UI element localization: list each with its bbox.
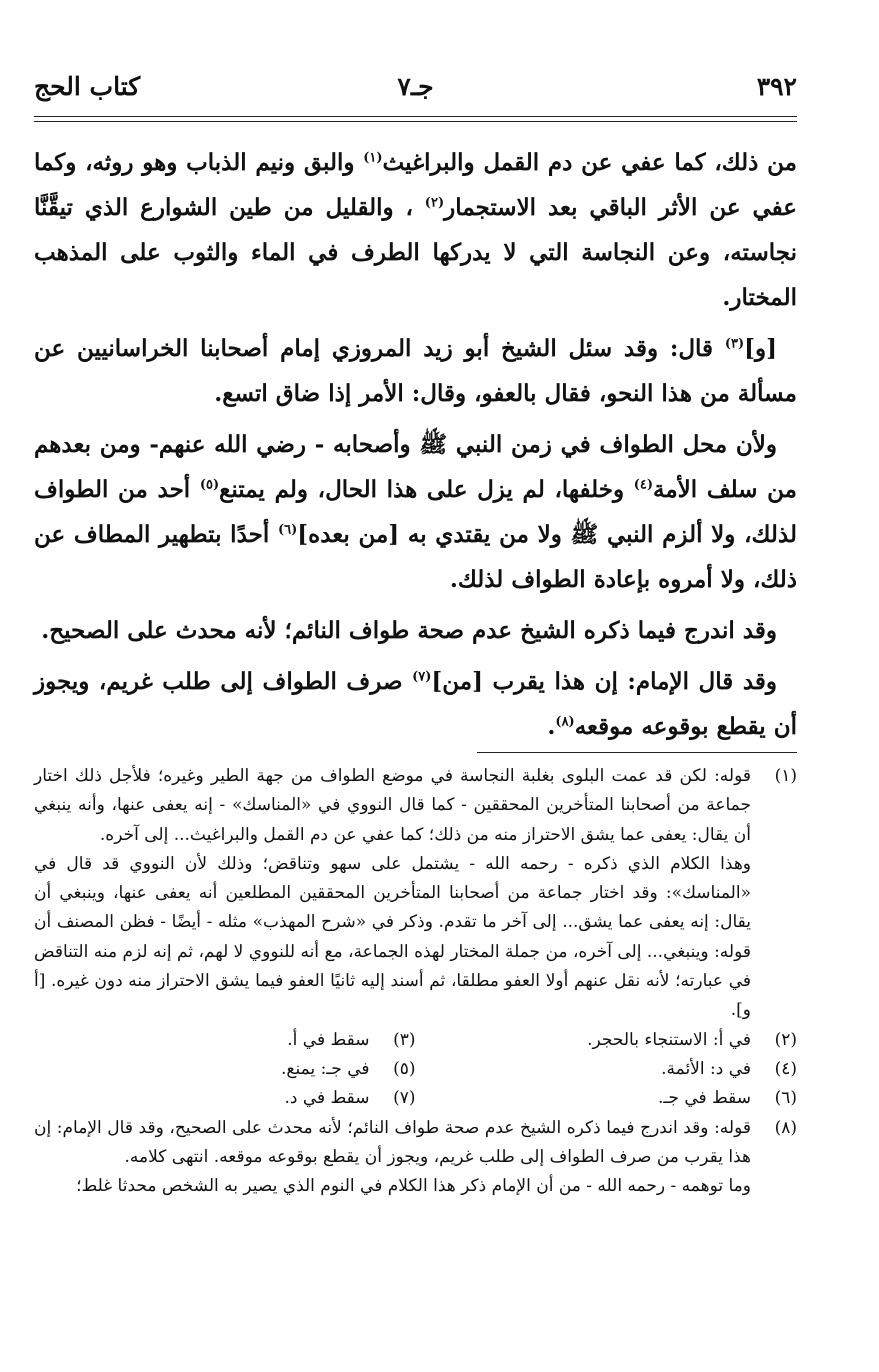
footnote-7 <box>34 1084 416 1113</box>
footnotes <box>34 762 797 1201</box>
footnote-3 <box>34 1026 416 1055</box>
footnote-text: في جـ: يمنع. <box>281 1058 370 1079</box>
page-number: ٣٩٢ <box>756 72 797 101</box>
footnote-separator <box>477 752 797 753</box>
volume-label: جـ٧ <box>397 72 434 101</box>
footnote-text: سقط في د. <box>284 1088 370 1109</box>
footnote-text: قوله: لكن قد عمت البلوى بغلبة النجاسة في موضع الطواف من جهة الطير وغيره؛ فلأجل ذلك اختار جماعة من أصحابنا المتأخرين المحققين - كما قال النووي في «المناسك» - إنه يعفى عنها، وأنه ينبغي أن يقال: يعفى عما يشق الاحتراز منه من ذلك؛ كما عفي عن دم القمل والبراغيث... إلى آخره. <box>34 766 751 845</box>
footnote-text: في أ: الاستنجاء بالحجر. <box>587 1029 751 1050</box>
header-rule-thin <box>34 121 797 122</box>
footnote-number: (٥) <box>393 1058 416 1079</box>
paragraph-2: [و]$^{(٣)}$ قال: وقد سئل الشيخ أبو زيد المروزي إمام أصحابنا الخراسانيين عن مسألة من هذا النحو، فقال بالعفو، وقال: الأمر إذا ضاق اتسع. <box>34 335 797 407</box>
footnote-text: سقط في أ. <box>287 1029 370 1050</box>
footnote-text: وما توهمه - رحمه الله - من أن الإمام ذكر هذا الكلام في النوم الذي يصير به الشخص محدثا غلط؛ <box>76 1176 751 1197</box>
footnote-text: سقط في جـ. <box>658 1088 751 1109</box>
footnote-row <box>34 1055 797 1084</box>
footnote-4 <box>416 1055 798 1084</box>
paragraph-3: ولأن محل الطواف في زمن النبي ﷺ وأصحابه - رضي الله عنهم- ومن بعدهم من سلف الأمة$^{(٤)}$ وخلفها، لم يزل على هذا الحال، ولم يمتنع$^{(٥)}$ أحد من الطواف لذلك، ولا ألزم النبي ﷺ ولا من يقتدي به [من بعده]$^{(٦)}$ أحدًا بتطهير المطاف عن ذلك، ولا أمروه بإعادة الطواف لذلك. <box>34 431 798 593</box>
footnote-text: قوله: وقد اندرج فيما ذكره الشيخ عدم صحة طواف النائم؛ لأنه محدث على الصحيح، وقد قال الإمام: إن هذا يقرب من صرف الطواف إلى طلب غريم، ويجوز أن يقطع بوقوعه موقعه. انتهى كلامه. <box>34 1117 751 1167</box>
footnote-row <box>34 1026 797 1055</box>
main-text <box>34 140 797 755</box>
footnote-number: (٦) <box>774 1088 797 1109</box>
footnote-number: (٤) <box>774 1058 797 1079</box>
book-title: كتاب الحج <box>34 72 141 101</box>
footnote-number: (٧) <box>393 1088 416 1109</box>
footnote-ref-8[interactable]: (٨) <box>555 714 575 730</box>
footnote-ref-7[interactable]: (٧) <box>412 669 432 685</box>
footnote-2 <box>416 1026 798 1055</box>
paragraph-1: من ذلك، كما عفي عن دم القمل والبراغيث$^{(١)}$ والبق ونيم الذباب وهو روثه، وكما عفي عن الأثر الباقي بعد الاستجمار$^{(٢)}$ ، والقليل من طين الشوارع الذي تيقَّنَّا نجاسته، وعن النجاسة التي لا يدركها الطرف في الماء والثوب على المذهب المختار. <box>34 149 797 311</box>
footnote-text: في د: الأئمة. <box>661 1058 751 1079</box>
footnote-number: (٣) <box>393 1029 416 1050</box>
paragraph-4: وقد اندرج فيما ذكره الشيخ عدم صحة طواف النائم؛ لأنه محدث على الصحيح. <box>41 617 777 644</box>
footnote-ref-6[interactable]: (٦) <box>277 522 298 538</box>
footnote-6 <box>416 1084 798 1113</box>
footnote-number: (١) <box>774 766 797 786</box>
footnote-ref-1[interactable]: (١) <box>363 150 383 166</box>
footnote-number: (٨) <box>774 1117 797 1138</box>
footnote-ref-2[interactable]: (٢) <box>424 195 445 211</box>
footnote-8 <box>34 1114 797 1202</box>
footnote-1 <box>34 762 797 1026</box>
footnote-5 <box>34 1055 416 1084</box>
header-rule-thick <box>34 116 797 117</box>
running-header <box>34 72 797 112</box>
footnote-text: وهذا الكلام الذي ذكره - رحمه الله - يشتمل على سهو وتناقض؛ وذلك لأن النووي قد قال في «المناسك»: وقد اختار جماعة من أصحابنا المتأخرين المحققين المطلعين أنه يعفى عنها، وينبغي أن يقال: إنه يعفى عما يشق... إلى آخر ما تقدم. وذكر في «شرح المهذب» مثله - أيضًا - فظن المصنف أن قوله: وينبغي... إلى آخره، من جملة المختار لهذه الجماعة، مع أنه للنووي لا لهم، ثم إنه لزم منه التناقض في عبارته؛ لأنه نقل عنهم أولا العفو مطلقا، ثم أسند إليه ثانيًا العفو فيما يشق الاحتراز منه دون غيره. [أ و]. <box>34 853 751 1021</box>
footnote-ref-3[interactable]: (٣) <box>724 336 745 352</box>
footnote-ref-5[interactable]: (٥) <box>199 477 220 493</box>
footnote-ref-4[interactable]: (٤) <box>633 477 654 493</box>
footnote-number: (٢) <box>774 1029 797 1050</box>
footnote-row <box>34 1084 797 1113</box>
paragraph-5: وقد قال الإمام: إن هذا يقرب [من]$^{(٧)}$ صرف الطواف إلى طلب غريم، ويجوز أن يقطع بوقوعه موقعه$^{(٨)}$. <box>34 668 797 740</box>
